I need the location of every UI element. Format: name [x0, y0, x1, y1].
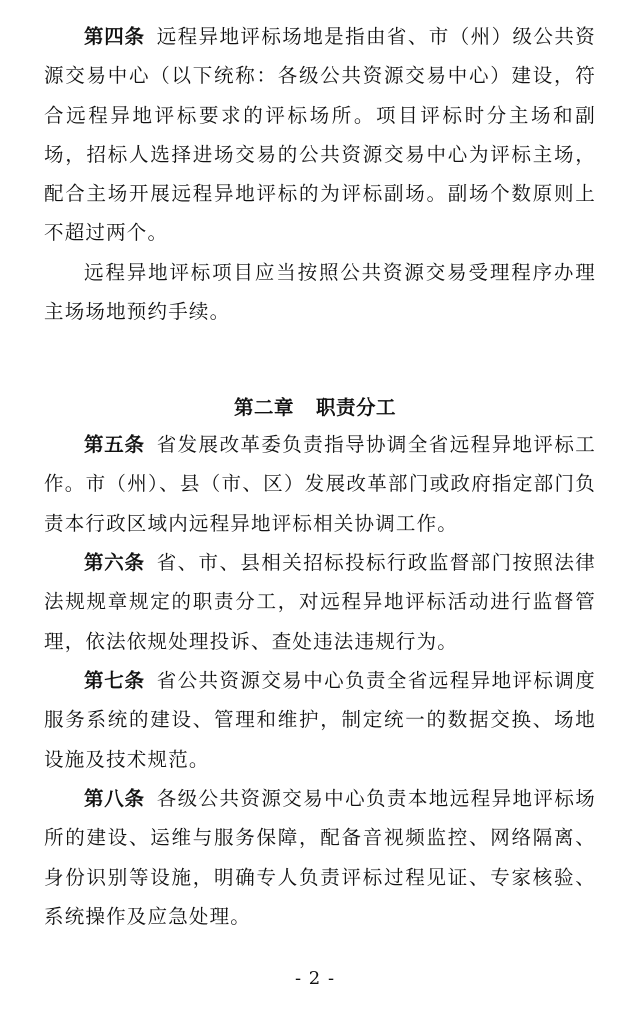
- article-4-paragraph-2: [44, 253, 596, 332]
- chapter-title: 职责分工: [316, 396, 397, 419]
- article-8-text: 各级公共资源交易中心负责本地远程异地评标场所的建设、运维与服务保障，配备音视频监控、网络隔离、身份识别等设施，明确专人负责评标过程见证、专家核验、系统操作及应急处理。: [44, 787, 596, 928]
- chapter-heading: [0, 392, 630, 420]
- chapter-number: 第二章: [233, 396, 294, 419]
- page-number: - 2 -: [294, 968, 336, 989]
- article-6-paragraph: [44, 543, 596, 661]
- article-5-text: 省发展改革委负责指导协调全省远程异地评标工作。市（州）、县（市、区）发展改革部门或政府指定部门负责本行政区域内远程异地评标相关协调工作。: [44, 433, 596, 535]
- article-4-paragraph-2-text: 远程异地评标项目应当按照公共资源交易受理程序办理主场场地预约手续。: [44, 261, 596, 324]
- article-7-label: 第七条: [84, 669, 145, 692]
- article-7-paragraph: [44, 661, 596, 779]
- article-4-label: 第四条: [84, 25, 145, 48]
- article-7-text: 省公共资源交易中心负责全省远程异地评标调度服务系统的建设、管理和维护，制定统一的数据交换、场地设施及技术规范。: [44, 669, 596, 771]
- article-6-text: 省、市、县相关招标投标行政监督部门按照法律法规规章规定的职责分工，对远程异地评标活动进行监督管理，依法依规处理投诉、查处违法违规行为。: [44, 551, 596, 653]
- article-8-label: 第八条: [84, 787, 145, 810]
- article-5-label: 第五条: [84, 433, 145, 456]
- article-4-text: 远程异地评标场地是指由省、市（州）级公共资源交易中心（以下统称：各级公共资源交易中心）建设，符合远程异地评标要求的评标场所。项目评标时分主场和副场，招标人选择进场交易的公共资源交易中心为评标主场，配合主场开展远程异地评标的为评标副场。副场个数原则上不超过两个。: [44, 25, 596, 245]
- article-8-paragraph: [44, 779, 596, 936]
- article-6-label: 第六条: [84, 551, 145, 574]
- article-5-paragraph: [44, 425, 596, 543]
- article-4-paragraph: [44, 17, 596, 253]
